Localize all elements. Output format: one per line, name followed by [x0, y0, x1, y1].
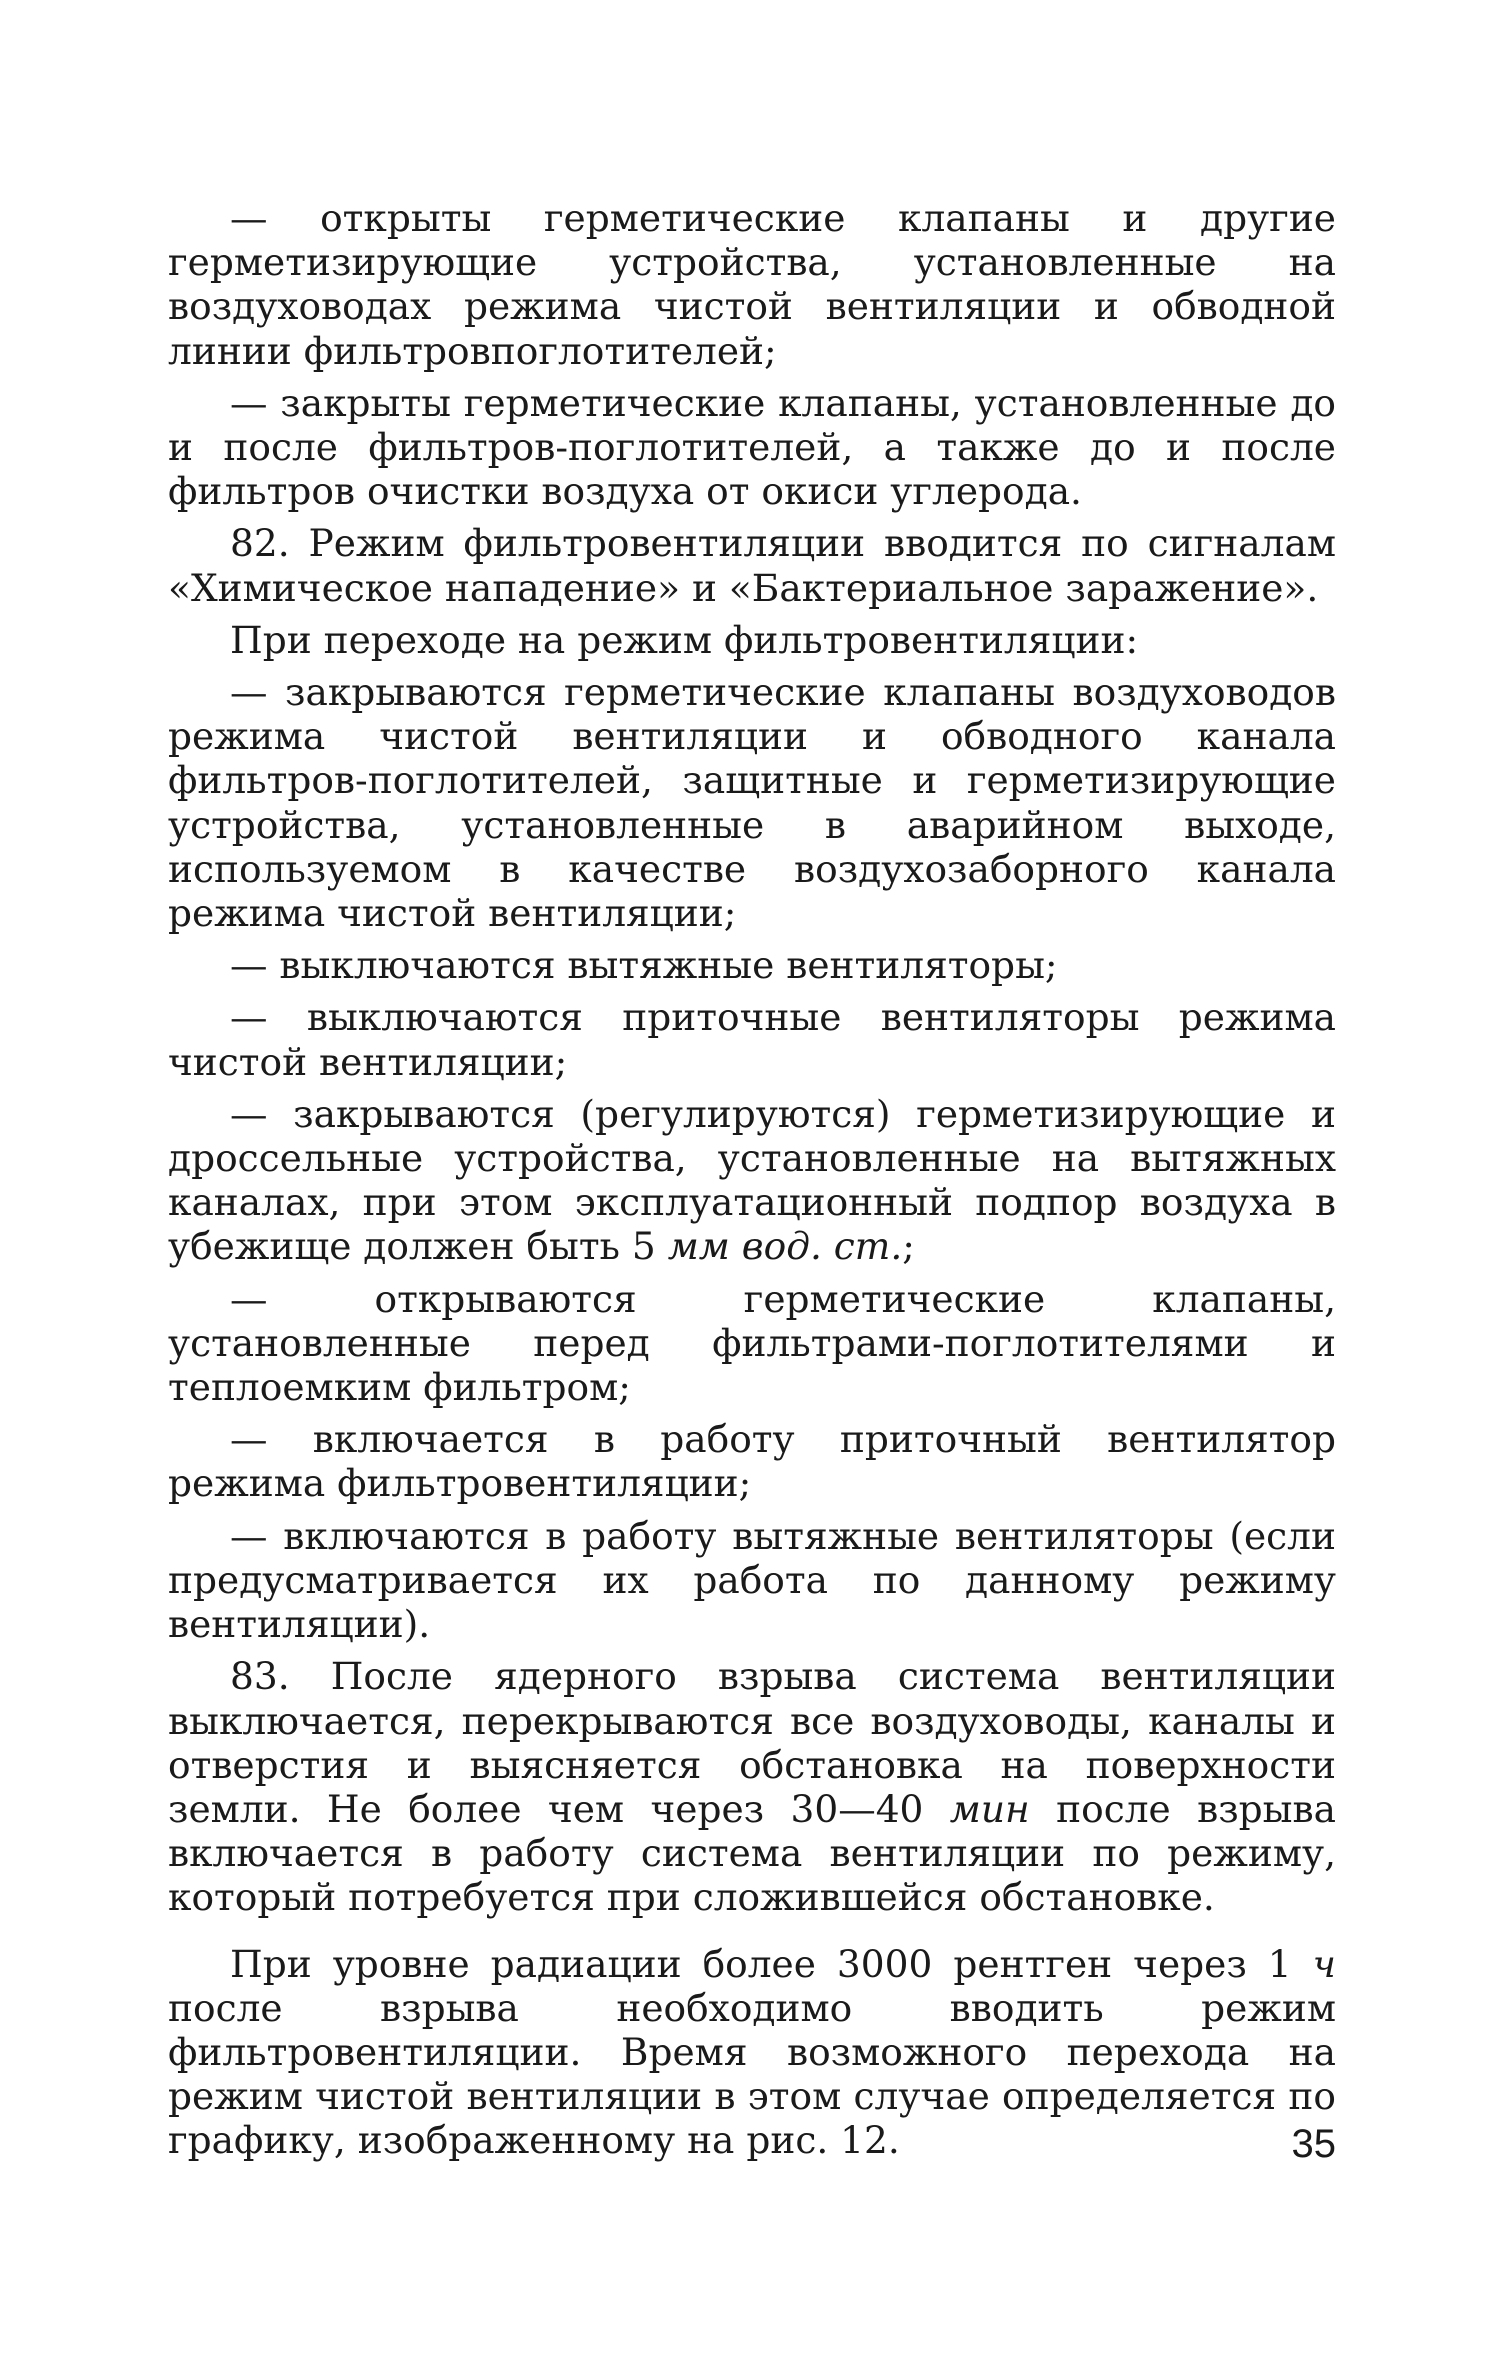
paragraph-open-valves: — открыты герметические клапаны и другие герметизирующие устройства, установленные на воздуховодах режима чистой вентиляции и обводной линии фильтровпоглотителей; [168, 196, 1336, 373]
paragraph-transition-intro: При переходе на режим фильтровентиляции: [230, 617, 1139, 662]
paragraph-82-filter-mode: 82. Режим фильтровентиляции вводится по сигналам «Химическое нападение» и «Бактериальное заражение». [168, 521, 1336, 610]
paragraph-supply-off: — выключаются приточные вентиляторы режима чистой вентиляции; [168, 995, 1336, 1084]
paragraph-close-ducts: — закрываются герметические клапаны воздуховодов режима чистой вентиляции и обводного канала фильтров-поглотителей, защитные и герметизирующие устройства, установленные в аварийном выходе, используемом в качестве воздухозаборного канала режима чистой вентиляции; [168, 670, 1336, 936]
paragraph-throttle-devices [168, 1092, 1336, 1269]
radiation-text: При уровне радиации более 3000 рентген через 1 [230, 1941, 1313, 1986]
paragraph-open-filter-valves: — открываются герметические клапаны, установленные перед фильтрами-поглотителями и теплоемким фильтром; [168, 1276, 1336, 1410]
after-blast-text: 83. После ядерного взрыва система вентиляции выключается, перекрываются все воздуховоды, каналы и отверстия и выясняется обстановка на поверхности земли. Не более чем через 30—40 [168, 1654, 1336, 1831]
minutes-unit: мин [949, 1786, 1030, 1831]
paragraph-83-after-blast [168, 1654, 1336, 1919]
paragraph-radiation-level [168, 1942, 1336, 2163]
throttle-tail: ; [902, 1224, 915, 1269]
hour-unit: ч [1312, 1941, 1336, 1986]
paragraph-close-valves: — закрыты герметические клапаны, установленные до и после фильтров-поглотителей, а также до и после фильтров очистки воздуха от окиси углерода. [168, 380, 1336, 514]
paragraph-exhaust-off: — выключаются вытяжные вентиляторы; [230, 943, 1058, 988]
throttle-text: — закрываются (регулируются) герметизирующие и дроссельные устройства, установленные на вытяжных каналах, при этом эксплуатационный подпор воздуха в убежище должен быть 5 [168, 1091, 1336, 1269]
pressure-unit: мм вод. ст. [667, 1224, 903, 1269]
radiation-tail: после взрыва необходимо вводить режим фильтровентиляции. Время возможного перехода на режим чистой вентиляции в этом случае определяется по графику, изображенному на рис. 12. [168, 1985, 1336, 2163]
after-blast-tail: после взрыва включается в работу система вентиляции по режиму, который потребуется при сложившейся обстановке. [168, 1786, 1336, 1920]
page-body [168, 196, 1336, 2163]
paragraph-supply-fan-on: — включается в работу приточный вентилятор режима фильтровентиляции; [168, 1417, 1336, 1506]
paragraph-exhaust-fans-on: — включаются в работу вытяжные вентиляторы (если предусматривается их работа по данному режиму вентиляции). [168, 1513, 1336, 1647]
page-number: 35 [1291, 2122, 1336, 2166]
